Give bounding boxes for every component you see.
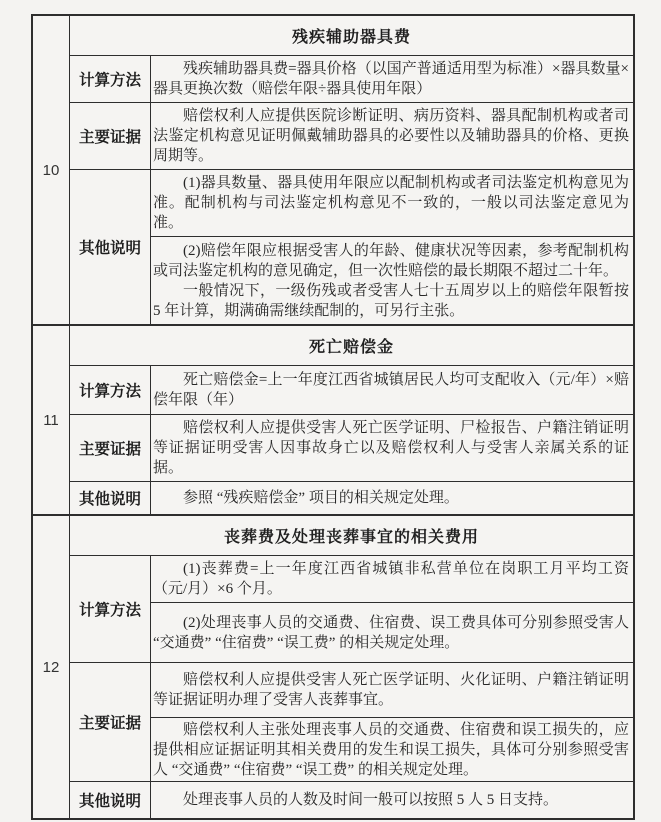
cell-paragraph: 赔偿权利人主张处理丧事人员的交通费、住宿费和误工损失的，应提供相应证据证明其相关费用的发生和误工损失，具体可分别参照受害人 “交通费” “住宿费” “误工费” 的相关规定处理。 [153,721,629,778]
table-section-11 [33,324,633,514]
cell-paragraph: 赔偿权利人应提供受害人死亡医学证明、火化证明、户籍注销证明等证据证明办理了受害人丧葬事宜。 [153,672,629,708]
table-row [70,365,633,414]
row-number: 12 [42,658,60,676]
table-cell [151,366,633,414]
row-number: 10 [42,161,60,179]
cell-paragraph: 赔偿权利人应提供受害人死亡医学证明、尸检报告、户籍注销证明等证据证明受害人因事故身亡以及赔偿权利人与受害人亲属关系的证据。 [153,420,629,476]
cell-paragraph: (1)器具数量、器具使用年限应以配制机构或者司法鉴定机构意见为准。配制机构与司法鉴定机构意见不一致的，一般以司法鉴定意见为准。 [153,175,629,231]
table-cell [151,663,633,717]
table-row [70,169,633,324]
compensation-items-table [31,14,635,820]
section-title: 死亡赔偿金 [308,339,394,356]
cell-paragraph: (2)处理丧事人员的交通费、住宿费、误工费具体可分别参照受害人 “交通费” “住宿费” “误工费” 的相关规定处理。 [153,614,629,651]
section-title: 残疾辅助器具费 [291,29,411,46]
table-cell [151,556,633,602]
row-label: 计算方法 [78,72,141,89]
table-cell [151,782,633,818]
table-cell [151,602,633,662]
cell-paragraph: 参照 “残疾赔偿金” 项目的相关规定处理。 [183,490,459,506]
table-cell [151,103,633,169]
cell-paragraph: (1)丧葬费=上一年度江西省城镇非私营单位在岗职工月平均工资（元/月）×6 个月。 [153,561,629,597]
row-number: 11 [43,411,59,429]
row-label: 主要证据 [78,129,141,146]
table-cell [151,170,633,236]
cell-paragraph: 赔偿权利人应提供医院诊断证明、病历资料、器具配制机构或者司法鉴定机构意见证明佩戴辅助器具的必要性以及辅助器具的价格、更换周期等。 [153,108,629,164]
table-cell [151,415,633,481]
row-label: 其他说明 [78,240,141,257]
row-label: 其他说明 [78,793,141,810]
table-row [70,102,633,169]
section-title: 丧葬费及处理丧葬事宜的相关费用 [223,529,479,546]
row-label: 主要证据 [78,441,141,458]
cell-paragraph: (2)赔偿年限应根据受害人的年龄、健康状况等因素，参考配制机构或司法鉴定机构的意见确定，但一次性赔偿的最长期限不超过二十年。 [153,242,629,279]
row-label: 计算方法 [78,383,141,400]
table-row [70,781,633,818]
table-section-12 [33,514,633,818]
table-cell [151,56,633,102]
table-row [70,662,633,781]
cell-paragraph: 一般情况下，一级伤残或者受害人七十五周岁以上的赔偿年限暂按 5 年计算，期满确需继续配制的，可另行主张。 [153,282,629,319]
cell-paragraph: 处理丧事人员的人数及时间一般可以按照 5 人 5 日支持。 [183,792,559,808]
table-row [70,414,633,481]
cell-paragraph: 死亡赔偿金=上一年度江西省城镇居民人均可支配收入（元/年）×赔偿年限（年） [153,372,629,408]
row-label: 计算方法 [78,602,141,619]
table-section-10 [33,16,633,324]
table-row [70,55,633,102]
row-label: 主要证据 [78,715,141,732]
table-row [70,555,633,662]
cell-paragraph: 残疾辅助器具费=器具价格（以国产普通适用型为标准）×器具数量×器具更换次数（赔偿年限÷器具使用年限） [153,61,629,97]
table-cell [151,482,633,514]
table-cell [151,717,633,781]
table-row [70,481,633,514]
row-label: 其他说明 [78,491,141,508]
table-cell [151,236,633,324]
